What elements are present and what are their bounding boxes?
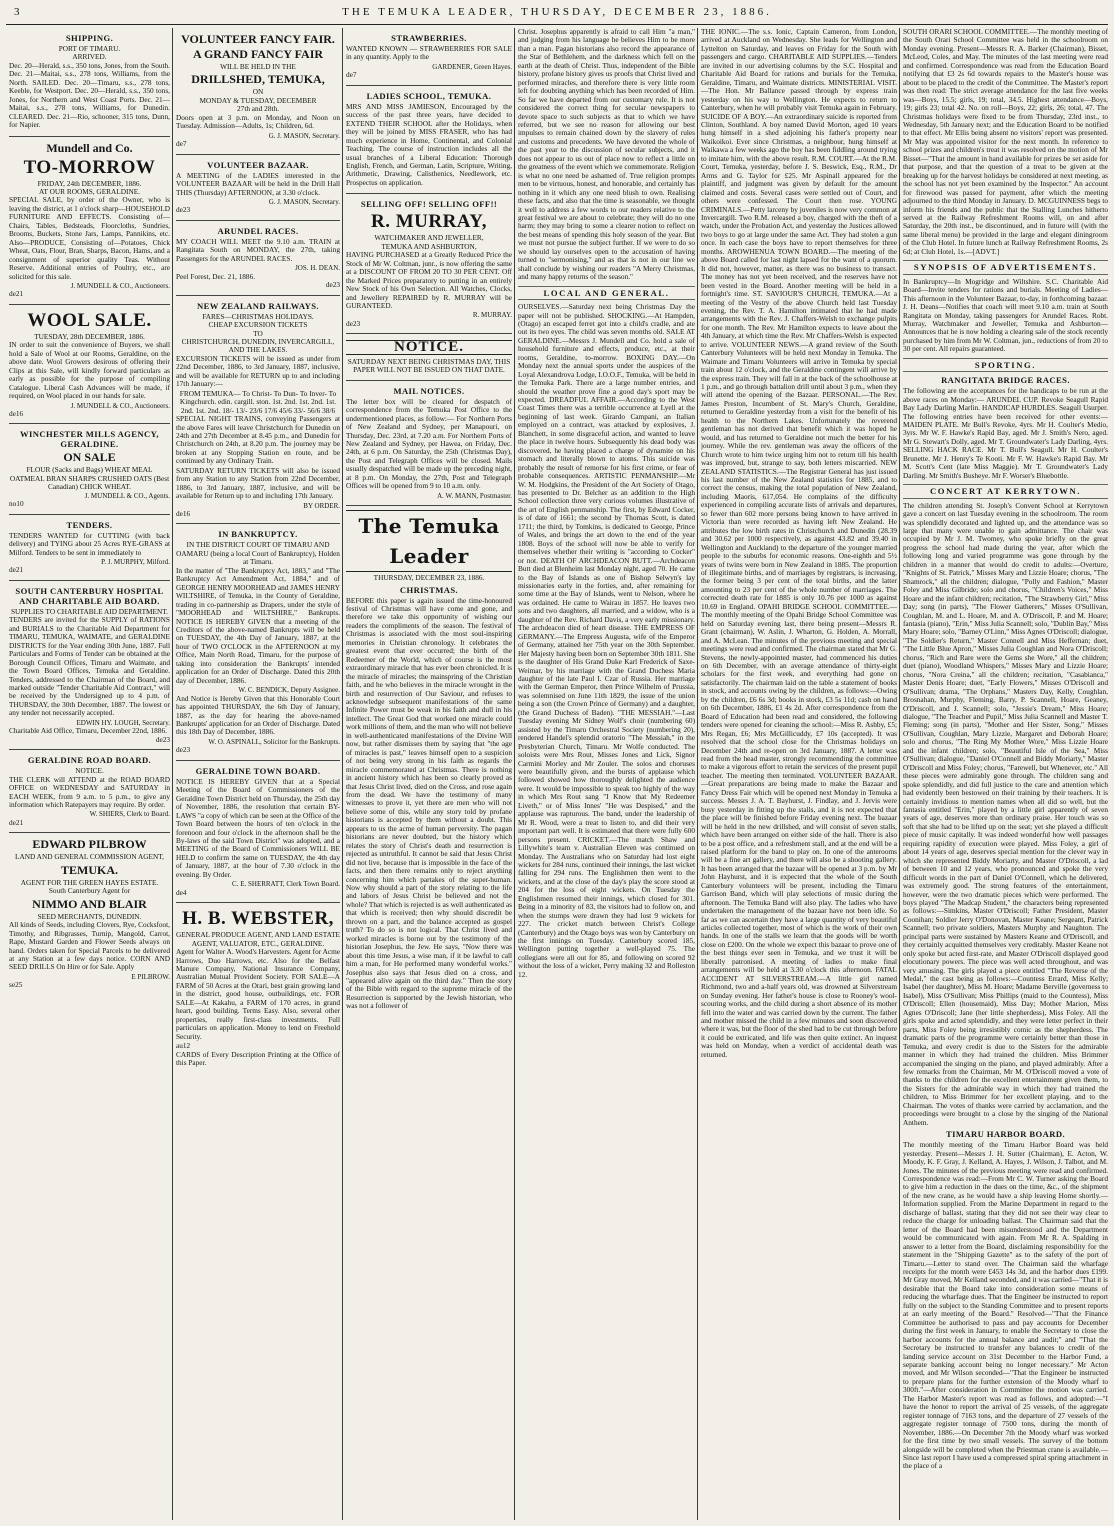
bank-title: IN BANKRUPTCY.: [218, 529, 298, 540]
murray-code: de23: [346, 318, 361, 328]
masthead: The Temuka Leader: [346, 510, 512, 572]
running-head: THE TEMUKA LEADER, THURSDAY, DECEMBER 23, 1886.: [342, 6, 772, 18]
tenders-title: TENDERS.: [66, 519, 113, 530]
races-title: RANGITATA BRIDGE RACES.: [941, 375, 1070, 386]
rail-sub-1: FARES—CHRISTMAS HOLIDAYS.: [202, 311, 314, 321]
synopsis-title: SYNOPSIS OF ADVERTISEMENTS.: [903, 260, 1108, 274]
road-board-ad: [9, 750, 170, 833]
column-rule: [899, 28, 900, 1520]
webster-body: Agent for Walter A. Wood's Harvesters. Agent for Acme Harrows, Duo Harrows, etc. Also for the Belfast Manure Company, National Insurance Company, Australian Mutual Provident Society. FOR SALE—A FARM of 50 Acres at the Orari, best grain growing land in the district, good house, outbuildings, etc. FOR SALE—At Kakahu, a FARM of 170 acres, in grand heart, good building. Terms Easy. Also, several other properties, really first-class investments. Full particulars on application. Money to lend on Freehold Security.: [176, 947, 340, 1041]
mundell-body: SPECIAL SALE, by order of the Owner, who is leaving the district, at 1 o'clock sharp—HOUSEHOLD FURNITURE AND EFFECTS. Consisting of—Chairs, Tables, Bedsteads, Floorcloths, Sundries, Brooms, Buckets, Stone Jars, Lamps, Pannikins, etc. Also—PRODUCE, Consisting of—Potatoes, Chick Wheat, Oats, Flour, Bran, Sharps, Bacon, Hams, and a consignment of superior quality Teas. Without Reserve. Additional entries of Poultry, etc., are solicited for this sale.: [9, 195, 170, 281]
synopsis-body: In Bankruptcy—In Mogridge and Wiltshire. S.C. Charitable Aid Board—Invite tenders for rations and burials. Meeting of Ladies—This afternoon in the Volunteer Bazaar, to-day, in forthcoming bazaar. J. H. Deans—Notifies that coach will meet 9.10 a.m. train at South Rangitata on Monday, taking passengers for Arundel Races. Robt. Murray, Watchmaker and Jeweller, Temuka and Ashburton—Announces that he is now holding a clearing sale of the stock recently purchased by him from Mr W. Coltman, jun., reductions of from 20 to 30 per cent. All repairs guaranteed.: [903, 276, 1108, 354]
masthead-date: THURSDAY, DECEMBER 23, 1886.: [373, 573, 485, 583]
mail-title: MAIL NOTICES.: [393, 385, 465, 396]
murray-body: HAVING PURCHASED at a Greatly Reduced Price the Stock of Mr W. Coltman, junr., is now offering the same at a DISCOUNT OF FROM 20 TO 30 PER CENT. Off the Marked Prices preparatory to putting in an entirely New Stock of his Own Selection. All Watches, Clocks, and Jewellery REPAIRED by R. MURRAY will be GURANTEED.: [346, 250, 512, 310]
town-title: GERALDINE TOWN BOARD.: [195, 765, 321, 776]
road-signature: W. SHIERS, Clerk to Board.: [89, 810, 170, 819]
webster-ad: [176, 903, 340, 1073]
column-5: [701, 28, 897, 1520]
murray-signature: R. MURRAY.: [472, 311, 512, 320]
rail-saturday: SATURDAY RETURN TICKETS will also be issued from any Station to any Station from 22nd December, 1886, to 3rd January, 1887, inclusive, and will be available for Return up to and including 17th January.: [176, 465, 340, 501]
murray-name: R. MURRAY,: [370, 211, 488, 233]
shipping-ad: [9, 28, 170, 137]
town-code: de4: [176, 887, 187, 897]
mundell-place: AT OUR ROOMS, GERALDINE.: [38, 186, 140, 196]
hospital-ad: [9, 581, 170, 750]
rail-code: de16: [176, 509, 191, 519]
mills-items: FLOUR (Sacks and Bags) WHEAT MEAL OATMEAL BRAN SHARPS CRUSHED OATS (Best Canadian) CHICK WHEAT.: [9, 465, 170, 492]
straw-body: WANTED KNOWN — STRAWBERRIES FOR SALE in any quantity. Apply to the: [346, 44, 512, 62]
arundel-ad: [176, 221, 340, 296]
pilbrow-sub: South Canterbury Agent for: [48, 886, 131, 896]
wool-body: IN order to suit the convenience of Buyers, we shall hold a Sale of Wool at our Rooms, Geraldine, on the above date. Wool Growers desirous of offering their Clips at this Sale, will kindly forward particulars as early as possible for the purpose of compiling Catalogue. Liberal Cash Advances will be made, if required, on Wool placed in our hands for sale.: [9, 340, 170, 401]
hospital-code: de23: [155, 734, 170, 744]
rail-sub-4: CHRISTCHURCH, DUNEDIN, INVERCARGILL, AND THE LAKES.: [181, 336, 335, 355]
column-rule: [697, 28, 698, 1520]
mills-code: no10: [9, 499, 24, 509]
fair-code: de7: [176, 139, 187, 149]
strawberries-ad: [346, 28, 512, 86]
harbour-title: TIMARU HARBOR BOARD.: [945, 1129, 1065, 1140]
shipping-title: SHIPPING.: [65, 33, 114, 43]
page-header: [6, 3, 1108, 25]
tenders-ad: [9, 515, 170, 581]
selling-off: SELLING OFF! SELLING OFF!!: [360, 199, 498, 210]
arundel-title: ARUNDEL RACES.: [217, 225, 299, 236]
rail-night-trains: SPECIAL NIGHT TRAINS, conveying Passengers at the above Fares will leave Christchurch for Dunedin on 24th and 27th December at 8.45 p.m., and Dunedin for Christchurch on 24th, at 8.20 p.m. The journey may be broken at any Stopping Station en route, and be continued by any Ordinary Train.: [176, 414, 340, 466]
town-board-ad: [176, 761, 340, 903]
fair-line-3: ON: [252, 87, 264, 97]
road-title: GERALDINE ROAD BOARD.: [27, 755, 152, 766]
leader-continued: Christ. Josephus apparently is afraid to call Him "a man," and judging from his language he believes Him to be more than a man. Pagan historians also record the appearance of the Star of Bethlehem, and the darkness which fell on the earth at the death of Christ. Thus, independent of the Bible history, profane history gives us proofs that Christ lived and performed miracles, and therefore there is very little room left for doubting anything which has been recorded of Him. So far we have departed from our customary rule. It is not considered the correct thing for secular newspapers to devote space to such subjects as that to which we have referred, but we see no reason for allowing our best impulses to remain chained down by the slavery of rules and customs and precedents. We have devoted the whole of the past year to the discussion of secular subjects, and it does not appear to us out of place now to reflect a little on the greatness of the event which we commemorate. Religion is what no one need be ashamed of. True religion prompts men to be virtuous, honest, and honorable, and certainly has nothing in it which any one need blush to own. Realising these facts, and also that the time is seasonable, we thought it well to address a few words to our readers relative to the great festival we are about to celebrate; they will do no one harm; they may bring to some a clearer notion to reflect on the best means of spending this holy season of the year. But we must not pursue the subject further. If we were to do so we should lay ourselves open to the accusation of having turned to "sermonising," and as that is not in our line we shall conclude by wishing our readers "A Merry Christmas, and many happy returns of the season.": [518, 28, 695, 282]
road-subtitle: NOTICE.: [75, 766, 104, 776]
pilbrow-ad: [9, 833, 170, 994]
notice-body: SATURDAY NEXT BEING CHRISTMAS DAY, THIS PAPER WILL NOT BE ISSUED ON THAT DATE.: [347, 356, 511, 375]
arundel-place: Peel Forest, Dec. 21, 1886.: [176, 271, 256, 281]
pilbrow-name: EDWARD PILBROW: [32, 837, 147, 852]
hospital-title: SOUTH CANTERBURY HOSPITAL AND CHARITABLE AID BOARD.: [15, 585, 164, 606]
bazaar-ad: [176, 155, 340, 221]
shipping-port: PORT OF TIMARU.: [58, 44, 121, 53]
rail-sub-3: TO: [253, 328, 263, 338]
bank-court: IN THE DISTRICT COURT OF TIMARU AND OAMARU (being a local Court of Bankruptcy), Holden at Timaru.: [176, 540, 340, 567]
murray-trade: WATCHMAKER AND JEWELLER,: [374, 233, 484, 243]
local-general-items: OURSELVES.—Saturday next being Christmas Day the paper will not be published. SHOCKING.—At Hampden, (Otago) an escaped ferret got into a child's cradle, and ate out its two eyes. The child was seven months old. SALE AT GERALDINE.—Messrs J. Mundell and Co. hold a sale of household furniture and effects, produce, etc., at their rooms, Geraldine, to-morrow. BOXING DAY.—On Monday next the annual sports under the auspices of the Loyal Alexandrova Lodge, I.O.O.F., Temuka, will be held in the Temuka Park. There are a large number entries, and should the weather prove fine a good day's sport may be expected. DREADFUL AFFAIR.—According to the West Coast Times there was a terrible occurrence at Lyell at the beginning of last week. Girardo Campani, an Italian employed on a contract, was attacked by explosives, J. Blanchett, in some disgraceful action, and wanted to leave the place in twelve hours. Subsequently his dead body was discovered, he having placed a charge of dynamite on his stomach and literally blown to atoms. This suicide was probably the result of remorse for his first crime, or fear of probable consequences. ARTISTIC PENMANSHIP.—Mr W. M. Hodgkins, the President of the Art Society of Otago, has presented to Dr. Belcher as an addition to the High School collection three very curious volumes illustrative of the art of English penmanship. The first, by Edward Cocker, is of date of 1661; the second by Thomas Scott, is dated 1711; the third, by Tomkins, is dedicated to George, Prince of Wales, and brings the art down to the end of the year 1808. Boys of the school will now be able to verify for themselves whether their writing is "according to Cocker" or not. DEATH OF ARCHDEACON BUTT.—Archdeacon Butt died at Blenheim last Monday night, aged 70. He came to the Bay of Islands as one of Bishop Selwyn's lay missionaries early in the forties, and, after remaining for some time at the Bay of Islands, went to Nelson, where he was ordained. He came to Wairau in 1857. He leaves two sons and two daughters, all married, and a widow, who is a daughter of the Rev. Richard Davis, a very early missionary. The archdeacon died of heart disease. THE EMPRESS OF GERMANY.—The Empress Augusta, wife of the Emperor of Germany, attained her 75th year on the 30th September. Her Majesty having been born on September 30th 1811. She is the daughter of His Grand Duke Karl Frederick of Saxe-Weimar, by his marriage with the Grand Duchess Maria daughter of the late Paul I. Czar of Russia. Her marriage with the German Emperor, then Prince Wilhelm of Prussia, was solemnised on June 11th 1829, the issue of the union being a son (the Crown Prince of Germany) and a daughter, (the Grand Duchess of Baden). "THE MESSIAH."—Last Tuesday evening Mr Sidney Wolf's choir (numbering 60) assisted by the Timaru Orchestral Society (numbering 20), rendered Handel's splendid oratorio "The Messiah," in the Presbyterian Church, Timaru. Mr Wolfe conducted. The soloists were Mrs Rout, Misses Jones and Lick, Signor Carmini Morley and Mr Zouler. The solos and choruses were beautifully given, and the bursts of applause which followed showed how thoroughly delighted the audience were. It would be impossible to speak too highly of the way in which Mrs Rout sang "I Know that My Redeemer Liveth," or of Miss Innes' "He was Despised," and the applause was rapturous. The band, under the leadership of Mr R. Wood, were a treat to listen to, and did their very important part well. It is estimated that there were fully 600 persons present. CRICKET.—The match Shaw and Lillywhite's team v. Australian Eleven was continued on Monday. The Australians who on Saturday had lost eight wickets for 284 runs, continued their innings, the last wicket falling for 294 runs. The Englishmen then went to the wickets, and at the close of the day's play the score stood at 204 for the loss of eight wickets. On Tuesday the Englishmen resumed their innings, which closed for 301. Being in a minority of 83, the visitors had to follow on, and when the stumps were drawn they had lost 9 wickets for 227. The cricket match between Christ's College (Canterbury) and the Otago boys was won by Canterbury on the first innings on Tuesday. Canterbury scored 185, Wellington putting together a well-played 75. The collegians were all out for 85, and following on scored 92 without the loss of a wicket, Perry making 32 and Rolleston 12.: [518, 302, 695, 979]
tenders-body: TENDERS WANTED for CUTTING (with back delivery) and TYING about 25 Acres RYE-GRASS at Milford. Tenders to be sent in immediately to: [9, 530, 170, 557]
pilbrow-town: TEMUKA.: [61, 862, 118, 877]
fair-headline: A GRAND FANCY FAIR: [192, 47, 324, 61]
straw-code: de7: [346, 70, 357, 80]
rail-body: EXCURSION TICKETS will be issued as under from 22nd December, 1886, to 3rd January, 1887, inclusive, and will be available for RETURN up to and including 17th January:—: [176, 353, 340, 389]
hospital-signature: EDWIN HY. LOUGH, Secretary.: [76, 718, 170, 727]
harbour-body: The monthly meeting of the Timaru Harbor Board was held yesterday. Present—Messrs J. H. Sutter (Chairman), E. Acton, W. Moody, K. F. Gray, J. Kelland, A. Hayes, J. Wilson, J. Talbot, and M. Jones. The minutes of the previous meeting were read and confirmed. Correspondence was read:—From Mr C. W. Turner asking the Board to give him a reduction in the dues on the time, &c., of the shipment of the new crane, as he would have a ship leaving Home shortly.—Information supplied. From the Marine Department in regard to the discharge of ballast, stating that they did not see their way clear to reduce the charge for unloading ballast. The Chairman said that the letter of the Board had been misunderstood and the Department would be communicated with again. From Mr R. A. Spalding in answer to a letter from the Board, disclaiming responsibility for the statement in the "Shipping Gazette" as to the safety of the port of Timaru.—Letter to stand over. The Chairman said the wharfage receipts for the month were £453 14s 3d, and the harbor dues £199. Mr Gray moved, Mr Kelland seconded, and it was carried—"That it is desirable that the Board take into consideration some means of reducing the wharfage dues. That the Engineer be instructed to report fully on the subject to the Standing Committee and to present reports at an early meeting of the Board." Resolved—"That the Finance Committee be authorised to pass and pay accounts for December during the first week in January, to enable the Secretary to close the harbor accounts for the annual balance and audit;" and "That the Secretary be instructed to transfer any balances to credit of the landing service account on 31st December to the Harbor Fund, a separate banking account being no longer necessary." Mr Acton moved, and Mr Wilson seconded—"That the Engineer be instructed to prepare plans for the further extension of the Moody wharf to 300ft."—After consideration in Committee the motion was carried. The Harbor Master's report was read as follows, and adopted:—"I have the honor to report the arrival of 25 vessels, of the aggregate register tonnage of 7163 tons, and the departure of 27 vessels of the aggregate register tonnage of 7500 tons, during the month of November, 1886.—On December 7th the Moody wharf was worked for the first time by two small vessels. The survey of the bottom alongside will be completed when the Priestman crane is available.—Since last report I have used a compressed spiral spring attachment in the place of a: [903, 1140, 1108, 1471]
fancy-fair-ad: [176, 28, 340, 155]
straw-signature: GARDENER, Green Hayes.: [432, 62, 512, 71]
wool-date: TUESDAY, 28th DECEMBER, 1886.: [34, 331, 145, 341]
local-general-items-3: SOUTH ORARI SCHOOL COMMITTEE.—The monthly meeting of the South Orari School Committee was held in the schoolroom on Monday evening. Present—Messrs R. A. Barker (Chairman), Bisset, McLeod, Coles, and May. The minutes of the last meeting were read and confirmed. Correspondence was read from the Education Board notifying that £3 2s 6d towards repairs to the Master's house was about to be placed to the credit of the Committee. The Master's report was then read: The strict average attendance for the last five weeks was—Boys, 15.5; girls, 19; total, 34.5. Highest attendance—Boys, 19; girls 23; total 42. No. on roll—Boys, 22; girls, 26; total, 47. The Christmas holidays were fixed to be from Thursday, 23rd inst., to Wednesday, 5th January next; and the Education Board to be notified to that effect. Mr Ellis being absent no visitors' report was presented. Mr May was appointed visitor for the next month. In reference to school prizes and children's treat it was resolved on the motion of Mr Bisset—"That the amount in hand available for prizes be set aside for that purpose, and that the question of a treat to be given at the breaking up for the harvest holidays be considered at next meeting, as the school has not yet been examined by the Inspector." An account for firewood was passed for payment, after which the meeting adjourned to the third Monday in January. D. MCGUINNESS begs to inform his friends and the public that the Stalling Lunches hitherto served at the Railway Refreshment Rooms will, on and after Saturday, the 20th inst., be discontinued, and in future will (with the same liberal menu) be provided in the large and elegant diningroom of the Club Hotel. In future lunch at Railway Refreshment Rooms, 2s 6d; at Club Hotel, 1s.—[ADVT.]: [903, 28, 1108, 256]
bank-signature: W. C. BENDICK, Deputy Assignee.: [238, 686, 340, 695]
mundell-headline: TO-MORROW: [23, 156, 156, 178]
arundel-body: MY COACH WILL MEET the 9.10 a.m. TRAIN at Rangitata South on MONDAY, the 27th, taking Passengers for the ARUNDEL RACES.: [176, 236, 340, 263]
mail-notices: [346, 381, 512, 506]
notice-ad: [346, 334, 512, 380]
mail-signature: A. W. MANN, Postmaster.: [437, 491, 512, 500]
tenders-signature: P. J. MURPHY, Milford.: [101, 558, 170, 567]
mills-ad: [9, 424, 170, 514]
wool-headline: WOOL SALE.: [27, 309, 152, 331]
college-body: MRS AND MISS JAMIESON, Encouraged by the success of the past three years, have decided to EXTEND THEIR SCHOOL after the Holidays, when they will be joined by MISS FRASER, who has had much experience in Home, Continental, and Colonial Teaching. The course of instruction includes all the usual branches of a Liberal Education: Thorough English, French, and German, Latin, Scripture, Writing, Arithmetic, Drawing, Calisthenics, Needlework, etc. Prospectus on application.: [346, 101, 512, 187]
rail-signature: BY ORDER.: [303, 501, 340, 510]
hospital-subtitle: SUPPLIES TO CHARITABLE AID DEPARTMENT.: [10, 606, 169, 616]
hospital-body: TENDERS are invited for the SUPPLY of RATIONS and BURIALS to the Charitable Aid Department for TIMARU, TEMUKA, WAIMATE, and GERALDINE DISTRICTS for the Year ending 30th June, 1887. Full Particulars and Forms of Tender can be obtained at the Borough Council Offices, Timaru and Waimate, and the Town Board Offices, Temuka and Geraldine. Tenders, addressed to the Chairman of the Board, and marked outside "Tender Charitable Aid Contract," will be received by the Undersigned up to 4 p.m. of THURSDAY, the 30th December, 1887. The lowest or any tender not necessarily accepted.: [9, 615, 170, 718]
shipping-body: Dec. 20—Herald, s.s., 350 tons, Jones, from the South. Dec. 21—Maitai, s.s., 278 tons, Williams, from the North. SAILED. Dec. 20—Timaru, s.s., 278 tons, Keeble, for Westport. Dec. 20—Herald, s.s., 350 tons, Jones, for Northern and West Coast Ports. Dec. 21—Maitai, s.s., 278 tons, Williams, for Dunedin. CLEARED. Dec. 21—Rio, schooner, 315 tons, Dunn, for Napier.: [9, 60, 170, 130]
road-code: de21: [9, 817, 24, 827]
bankruptcy-ad: [176, 524, 340, 760]
fair-line-4: MONDAY & TUESDAY, DECEMBER: [199, 95, 317, 105]
rail-sub-2: CHEAP EXCURSION TICKETS: [208, 320, 308, 330]
column-rule: [514, 28, 515, 1520]
bank-signature-2: W. O. ASPINALL, Solicitor for the Bankrupts.: [208, 737, 340, 746]
pilbrow-firm: NIMMO AND BLAIR: [32, 896, 147, 911]
wool-code: de16: [9, 408, 24, 418]
murray-town: TEMUKA AND ASHBURTON,: [381, 241, 477, 251]
mundell-code: de21: [9, 289, 24, 299]
bazaar-signature: G. J. MASON, Secretary.: [268, 197, 340, 206]
column-4: [518, 28, 695, 1520]
bank-body-2: And Notice is Hereby Given that this Honorable Court has appointed THURSDAY, the 6th Day of January, 1887, as the day for hearing the above-named Bankrupts' application for an Order of Discharge. Dated this 18th Day of December, 1886.: [176, 693, 340, 737]
races-body: The following are the acceptances for the handicaps to be run at the above races on Monday:— ARUNDEL CUP. Revoke Seagull Rapid Bay Lady Darling Marlin. HANDICAP HURDLES. Seagull Usurper. The following entries have been received for other events:— MAIDEN PLATE. Mr Bull's Revoke, 4yrs. Mr H. Coulter's Medio, 3yrs. Mr W. F. Hawke's Rapid Bay, aged. Mr J. Smith's Nero, aged. Mr G. Stewart's Dolly, aged. Mr T. Groundwater's Lady Darling, 4yrs. SELLING HACK RACE. Mr T. Bull's Seagull. Mr H. Coulter's Brunette. Mr J. Henry's Te Kooti. Mr F. W. Hawke's Rapid Bay. Mr M. Scott's Cent (late Miss Maggie). Mr T. Groundwater's Lady Darling. Mr Smith's Busheye. Mr F. Worser's Bluebottle.: [903, 386, 1108, 480]
bazaar-code: de23: [176, 205, 191, 215]
bank-body: In the matter of "The Bankruptcy Act, 1883," and "The Bankruptcy Act Amendment Act, 1884," and of GEORGE HENRY MOORHEAD and JAMES HENRY WILTSHIRE, of Temuka, in the County of Geraldine, trading in co-partnership as Drapers, under the style of "MOORHEAD and WILTSHIRE," Bankrupts. NOTICE IS HEREBY GIVEN that a meeting of the Creditors of the above-named Bankrupts will be held on TUESDAY, the 4th Day of January, 1887, at the hour of TWO O'CLOCK in the AFTERNOON at my Office, Main North Road, Timaru, for the purpose of taking into consideration the Bankrupts' intended application for an Order of Discharge. Dated this 20th day of December, 1886.: [176, 565, 340, 685]
ladies-school-ad: [346, 86, 512, 195]
bazaar-title: VOLUNTEER BAZAAR.: [207, 159, 309, 170]
webster-code: au12: [176, 1041, 191, 1051]
pilbrow-signature: E PILBROW.: [131, 972, 170, 981]
column-2: [176, 28, 340, 1520]
concert-title: CONCERT AT KERRYTOWN.: [903, 484, 1108, 498]
column-rule: [342, 28, 343, 1520]
wool-sale-ad: [9, 305, 170, 425]
pilbrow-code: se25: [9, 980, 23, 990]
column-rule: [172, 28, 173, 1520]
fair-body: Doors open at 3 p.m. on Monday, and Noon on Tuesday. Admission—Adults, 1s; Children, 6d.: [176, 112, 340, 131]
sporting-title: SPORTING.: [903, 358, 1108, 372]
bank-code: de23: [176, 745, 191, 755]
mills-on-sale: ON SALE: [63, 450, 116, 465]
pilbrow-body: All kinds of Seeds, including Clovers, Rye, Cocksfoot, Timothy, and Ribgrasses, Turnip, Mangold, Carrot, Rape, Mustard Garden and Flower Seeds always on hand. Orders taken for Special Parcels to be delivered at any Station at a few days notice. CORN AND SEED DRILLS On Hire or for Sale. Apply: [9, 920, 170, 972]
column-1: [9, 28, 170, 1520]
town-signature: C. E. SHERRATT, Clerk Town Board.: [232, 880, 340, 889]
leader-article: BEFORE this paper is again issued the time-honoured festival of Christmas will have come and gone, and therefore we take this opportunity of wishing our readers the compliments of the season. The festival of Christmas is associated with the most soul-inspiring memories in Christian chronology. It celebrates the greatest event that ever occurred; the birth of the Redeemer of the World, which of course is the most extraordinary miracle that has ever been chronicled. It is the miracle of miracles; the mainspring of the Christian faith, and he who believes in the miracle wrought in the birth and resurrection of Our Saviour, and refuses to acknowledge subsequent manifestations of the same Infinite Power must be weak in his faith and dull in his intellect. The Great God that worked one miracle could work millions of them, and the man who will not believe in well-authenticated manifestations of the Divine Will now, but rather dismisses them by saying that "the age of miracles is past," leaves himself open to a suspicion of not being very strong in his faith as regards the miracle commemorated at Christmas. There is nothing in ancient history which has been so clearly proved as that Jesus Christ lived, died on the Cross, and rose again from the dead. We have the testimony of many witnesses to prove it, yet there are men who will not believe some of this, while any story told by profane historians is accepted by them without a doubt. This appears to us the acme of human perversity. The pagan historians are never doubted, but the history which relates the story of Christ's death and resurrection is rejected as untruthful. It cannot be said that Jesus Christ did not live, because that is impossible in the face of the facts, and then there remains only to reject anything concerning him which partakes of the super-human. Now why should a part of the story relating to the life and labors of Jesus Christ be believed and not the whole? That which is rejected is as well authenticated as that which is received; then why should discredit be thrown on a part, and the balance accepted as gospel truth? To do so is not logical. That Christ lived and worked miracles is borne out by the testimony of the historian Josephus, the Jew. He says, "Now there was about this time Jesus, a wise man, if it be lawful to call him a man, for He performed many wonderful works." Josephus also says that Jesus died on a cross, and "appeared alive again on the third day." Then the story of the Bible with regard to the supreme miracle of the Resurrection is supported by the Jewish historian, who was not a follower of: [346, 595, 512, 1011]
mundell-sale-ad: [9, 137, 170, 305]
mundell-date: FRIDAY, 24th DECEMBER, 1886.: [37, 178, 142, 188]
mail-body: The letter box will be cleared for despatch of correspondence from the Temuka Post Office to the undermentioned places, as follow:— For Northern Ports of New Zealand and Sydney, per Manapouri, on Thursday, Dec. 23rd, at 7.20 a.m. For Northern Ports of New Zealand and Sydney, per Hawea, on Friday, Dec. 24th, at 6 p.m. On Saturday, the 25th (Christmas Day), the Post and Telegraph Offices will be closed. Mails usually despatched will be made up the preceding night, at 8 p.m. On Monday, the 27th, Post and Telegraph Offices will be opened from 9 to 10 a.m. only.: [346, 396, 512, 491]
page-number: 3: [14, 6, 20, 18]
local-general-items-2: THE IONIC.—The s.s. Ionic, Captain Cameron, from London, arrived at Auckland on Wednesday. She leads for Wellington and Lyttelton on Saturday, and leaves on Friday for the South with passengers and cargo. CHARITABLE AID SUPPLIES.—Tenders are invited in our advertising columns by the S.C. Hospital and Charitable Aid Board for rations and burials for the Temuka, Geraldine, Timaru, and Waimate districts. MINISTERIAL VISIT.—The Hon. Mr Ballance passed through by express train yesterday on his way to Wellington. He expects to return to Canterbury, when he will probably visit Temuka again in February. SUICIDE OF A BOY.—An extraordinary suicide is reported from Clinton, Southland. A boy named David Morton, aged 10 years hung himself in a shed adjoining his father's property near Waikoikoi. Ever since Christmas, a neighbour, hung himself at Waikawa a few weeks ago the boy has been fiddling around trying to imitate him, with the above result. R.M. COURT.—At the R.M. Court, Temuka, yesterday, before J. S. Beswick, Esq., R.M., Dr Arms and G. Taylor for £25. Mr Aspinall appeared for the plaintiff, and judgment was given by default for the amount claimed and costs. Several cases were settled out of Court, and others were confessed. The Court then rose. YOUNG CRIMINALS.—Petty larceny by juveniles is now very common at Invercargill. Two R.M. released a boy, charged with the theft of a watch, under the Probation Act, and yesterday the Justices allowed two boys to go at large under the same Act. They had stolen a gun once. In each case the boys have to report themselves for three months. AROWHENUA TOWN BOARD.—The meeting of the above Board called for last night lapsed for the want of a quorum. It did not, however, matter, as there was no business to transact. The money has not yet been received, and the reserves have not been vested in the Board. Another meeting will be held in a fortnight's time. ST. SAVIOUR'S CHURCH, TEMUKA.—At a meeting of the Vestry of the above Church held last Tuesday evening, the Rev. T. A. Hamilton intimated that he had made arrangements with the Rev. J. Chaffers-Welsh to exchange pulpits for one month. The Rev. Mr Hamilton expects to leave about the 4th January, at which time the Rev. Mr Chaffers-Welsh is expected to arrive. VOLUNTEER NEWS.—A grand review of the South Canterbury Volunteers will be held next Monday in Temuka. The Waimate and Timaru Volunteers will arrive in Temuka by special train about 12 o'clock, and the Geraldine contingent will arrive by the express train. They will fall in at the back of the schoolhouse at 1 p.m., and go through battalion drill until about 3 p.m., when they will attend the opening of the Bazaar. PERSONAL.—The Rev. James Preston, Incumbent of St. Mary's Church, Geraldine, returned to Geraldine yesterday from a visit for the benefit of his health to the Northern Lakes. Unfortunately the reverend gentleman has not derived that benefit which it was hoped he would, and has returned to Geraldine not much the better for his journey. While the rev. gentleman was away the officers of the Church wrote to him twice urging him not to return till his health was improved, but, strange to say, both letters miscarried. NEW ZEALAND STATISTICS.—The Registrar General has just issued his last number of the New Zealand statistics for 1885, and to correct the census, making the total population of New Zealand, including Maoris, 617,054. He complains of the difficulty experienced in compiling accurate lists of arrivals and departures, so fewer than 602 more persons being known to have arrived in Victoria than were recorded as having left New Zealand. He attributes the low birth rates in Christchurch and Dunedin (28.39 and 30.62 per 1000 respectively, as against 43.82 and 39.40 in Wellington and Auckland) to the departure of the younger married people to the suburbs for economic reasons. One-eighth and 5½ years of twins were born in New Zealand in 1885. The proportion of illegitimate births, and of marriages by registrars, is increasing, the former being 3 per cent of the total births, and the latter amounting to 23 per cent of the whole number of marriages. The corrected death rate for 1885 is only 10.76 per 1000 as against 10.69 in England. OPAHI BRIDGE SCHOOL COMMITTEE.—The monthly meeting of the Opahi Bridge School Committee was held on Saturday evening last, there being present—Messrs R. Grant (chairman), W. Aslin, J. Wharton, G. Holden, A. Morrall, and A. McLean. The minutes of the previous meeting and special meetings were read and confirmed. The chairman stated that Mr G. Stevens, the newly-appointed master, had commenced his duties on 6th December, with an average attendance of thirty-eight scholars for the first week, and everything had gone on satisfactorily. The chairman laid on the table a statement of books in stock, and accounts owing by the children, as follows:—Owing by the children, £6 6s 3d; books in stock, £3 5s 11d; cash on hand on 6th December, 1886, £1 4s 2d. After correspondence from the Board of Education had been read and considered, the following tenders were opened for cleaning the school:—Miss R. Ashby, £5; Mrs Regan, £6; Mrs McGillicuddy, £7 10s (accepted). It was resolved that the school close for the Christmas holidays on December 24th and re-open on 3rd January, 1887. A letter was read from the head master, strongly recommending the committee to make a vigorous effort to retain the services of the present pupil teacher. The meeting then terminated. VOLUNTEER BAZAAR.—Great preparations are being made to make the Bazaar and Fancy Dress Fair which will be opened next Monday in Temuka a success. Messrs J. A. T. Bayhurst, J. Findlay, and J. Jervis were busy yesterday in fitting up the stalls, and it is not expected that the place will be finished before Friday evening next. The bazaar will be held in the new drillshed, and will consist of seven stalls, which have been arranged on either side of the hall. There is also to be a post office, and a refreshment stall, and at the end will be a raised platform for the band to play on. In one of the anterooms will be a fine art gallery, and there will also be a shooting gallery. It has been arranged that the bazaar will be opened at 3 p.m. by Mr John Hayhurst, and it is expected that the whole of the South Canterbury volunteers will be present, including the Timaru Garrison Band, which will play selections of music during the afternoon. The Temuka Band will also play. The ladies who have undertaken the management of the bazaar have not been idle. So far as we can ascertain they have a large quantity of very beautiful articles collected together, most of which is the work of their own hands. In one of the stalls we learn that the goods will be worth close on £200. On the whole we expect this bazaar to prove one of the best things ever seen in Temuka, and we trust it will be liberally patronised. A meeting of ladies to make final arrangements will be held at 3.30 o'clock this afternoon. FATAL ACCIDENT AT SILVERSTREAM.—A little girl named Richmond, two and a-half years old, was drowned at Silverstream on Sunday evening. Her father's house is close to Rooney's wool-scouring works, and the child during a short absence of its mother fell into the water and was carried down by the current. The father and mother missed the child in a few minutes and soon discovered where it was, but the floor of the shed had to be cut through before it could be extricated, and life was then quite extinct. An inquest was held on Monday, when a verdict of accidental death was returned.: [701, 28, 897, 1059]
murray-ad: [346, 194, 512, 334]
concert-body: The children attending St. Joseph's Convent School at Kerrytown gave a concert on last Tuesday evening in the schoolroom. The room was splendidly decorated and lighted up, and the attendance was so large that many were unable to gain admittance. The chair was occupied by Mr J. M. Twomey, who spoke briefly on the great progress the school had made during the year, after which the following long and varied programme was gone through by the children in a manner that would do credit to adults:—Overture, "Knights of St. Patrick," Misses Mary and Lizzie Hoare; chorus, "The Shamrock," all the children; dialogue, "Polly and Fashion," Master Foley and Miss Gilbride; solo and chorus, "Children's Voices," Miss Hoare and the infant children; recitation, "The Strawberry Girl," Miss Day; song (in parts), "The Flower Gatherers," Misses O'Sullivan, Coughlan, M. and L. Hoare, M. and A. O'Driscoll, P. and M. Hoare; fantasia (piano), "Erin," Miss Julia Scannell; solo, "Dublin Bay," Miss Mary Hoare; solo, "Barney O'Linn," Miss Agnes O'Driscoll; dialogue, "The Soldier's Return," Master Connell and Miss Heffernan; duet, "The Little Blue Apron," Misses Julia Coughlan and Nora O'Driscoll; chorus, "Rich and Rare were the Gems she Wore," all the children; duet (piano), Woodland Whispers," Misses Mary and Lizzie Hoare; chorus, "Nora Creina," all the children; recitation, "Casabianca," Master Denis Hoare; duet, "Early Flowers," Misses O'Driscoll and O'Sullivan; drama, "The Orphans," Masters Day, Kelly, Coughlan, Brosnahan, Murphy, Fleming, Barry, P. Scannell, Hoare, Geaney, O'Driscoll, and J. Scannell; solo, "Jessie's Dream," Miss Hoare; dialogue, "The Teacher and Pupil," Miss Julia Scannell and Master T. Fleming; song (in parts), "Mother and Her Sister, Song," Misses O'Sullivan, Coughlan, Mary Lizzie, Margaret and Deborah Hoare; solo and chorus, "The Ring My Mother Wore," Miss Lizzie Hoare and the infant children; solo, "Beautiful Isle of the Sea," Miss O'Sullivan; dialogue, "Daniel O'Connell and Biddy Moriarty," Master O'Driscoll and Miss Foley; chorus, "Farewell, but Whenever, etc." All these pieces were admirably gone through. The children sang and spoke splendidly, and did full justice to the care and attention which had evidently been bestowed on their training by their teachers. It is certainly invidious to mention names when all did so well, but the fantasia entitled "Erin," played by a little girl apparently of seven years of age, deserves more than ordinary praise. Her touch was so soft that she had to be lifted up on the seat; yet she played a difficult piece of music capitally. It was indeed wonderful how well passages requiring rapidity of execution were played. Miss Foley, a girl of about 14 years of age, deserves special mention for the clever way in which she represented Biddy Moriarty, and Master O'Driscoll, a lad of between 10 and 12 years, who pronounced and spoke the very difficult words in the part of Daniel O'Connell, which he delivered, was extremely good. The strong features of the entertainment, however, were the two dramatic pieces which were performed. The boys played "The Madcap Student," the characters being represented as follows:—Simkins, Master O'Driscoll; Father President, Master Coonihan; Soldier Jerry O'Donovan, Master Keane; Sergeant, Patrick Scannell; two private soldiers, Masters Murphy and Naughton. The principal parts were sustained by Masters Keane and O'Driscoll, and they certainly acquitted themselves very creditably. Master Keane not only spoke but acted first-rate, and Master O'Driscoll displayed good elocutionary powers. The piece was well acted throughout, and was very amusing. The girls played a piece entitled "The Reverse of the Medal," the cast being as follows:—Countess Errard, Miss Kelly; Isabel (her daughter), Miss M. Hoare; Madame Berville (governess to Isabel), Miss O'Sullivan; Miss Phillips (maid to the Countess), Miss O'Driscoll; Ellen (housemaid), Miss Day; Mother Marion, Miss Agnes O'Driscoll; Jane (her little shepherdess), Miss Foley. All the girls spoke and acted splendidly, and they were letter perfect in their parts, Miss Foley being irresistibly comic as the shepherdess. The dramatic parts of the programme were certainly better than those in Temuka, and every credit is due to the Sisters for the admirable manner in which they had trained the children. Miss Brimmer accompanied the singing on the piano, and played admirably. After a few remarks from the Chairman, Mr M. O'Driscoll moved a vote of thanks to the children for the excellent entertainment given them, to the Sisters for the admirable way in which they had trained the children, to Miss Brimmer for her excellent playing, and to the Chairman. The votes of thanks were carried by acclamation, and the proceedings were brought to a close by the singing of the National Anthem.: [903, 500, 1108, 1127]
shipping-arrived-label: ARRIVED.: [72, 52, 107, 62]
town-body: NOTICE IS HEREBY GIVEN that at a Special Meeting of the Board of Commissioners of the Geraldine Town District held on Thursday, the 25th day of November, 1886, the resolution that certain BY-LAWS "a copy of which can be seen at the Office of the Town Board between the hours of ten o'clock in the forenoon and four o'clock in the afternoon shall be the By-laws of the said Town District" was adopted, and a MEETING of the Board of Commissioners WILL BE HELD to confirm the same on TUESDAY, the 4th day of January, 1887, at the hour of 7.30 o'clock in the evening. By Order.: [176, 776, 340, 879]
local-general-title: LOCAL AND GENERAL.: [518, 286, 695, 300]
notice-title: NOTICE.: [346, 340, 512, 354]
pilbrow-agent: AGENT FOR THE GREEN HAYES ESTATE.: [20, 877, 159, 887]
arundel-signature: JOS. H. DEAN.: [295, 264, 340, 273]
fair-line-5: 27th and 28th.: [237, 104, 279, 114]
fair-line-2: DRILLSHED, TEMUKA,: [191, 72, 325, 87]
webster-trade: GENERAL PRODUCE AGENT, AND LAND ESTATE AGENT, VALUATOR, ETC., GERALDINE.: [176, 930, 340, 948]
fair-line-1: WILL BE HELD IN THE: [220, 62, 296, 71]
pilbrow-firm-line: SEED MERCHANTS, DUNEDIN.: [37, 911, 142, 921]
fair-title: VOLUNTEER FANCY FAIR.: [181, 32, 335, 46]
mills-signature: J. MUNDELL & CO., Agents.: [84, 491, 170, 500]
mundell-signature: J. MUNDELL & CO., Auctioneers.: [70, 281, 170, 290]
webster-name: H. B. WEBSTER,: [182, 908, 334, 930]
column-3: [346, 28, 512, 1520]
tenders-code: de21: [9, 565, 24, 575]
railways-ad: [176, 296, 340, 525]
mundell-firm: Mundell and Co.: [46, 140, 133, 155]
wool-signature: J. MUNDELL & CO., Auctioneers.: [70, 401, 170, 410]
straw-title: STRAWBERRIES.: [391, 33, 467, 43]
leader-title: CHRISTMAS.: [399, 584, 459, 595]
column-6: [903, 28, 1108, 1520]
fair-signature: G. J. MASON, Secretary.: [268, 131, 340, 140]
webster-cards: CARDS of Every Description Printing at the Office of this Paper.: [176, 1049, 340, 1067]
arundel-code: de23: [325, 280, 340, 290]
college-title: LADIES SCHOOL, TEMUKA.: [366, 90, 492, 101]
rail-fares: FROM TEMUKA— To Christ- To Dun- To Inver- To Kingchurch. edin. cargill. ston. 1st. 2nd. 1st. 2nd. 1st. 2nd. 1st. 2nd. 18/- 13/- 23/6 17/6 45/6 33/- 56/6 38/6: [179, 388, 337, 415]
rail-title: NEW ZEALAND RAILWAYS.: [197, 300, 319, 311]
pilbrow-trade: LAND AND GENERAL COMMISSION AGENT,: [15, 852, 164, 862]
road-body: THE CLERK will ATTEND at the ROAD BOARD OFFICE on WEDNESDAY and SATURDAY in EACH WEEK, from 9 a.m. to 5 p.m., to give any information which Ratepayers may require. By order.: [9, 774, 170, 809]
hospital-place: Charitable Aid Office, Timaru, December 22nd, 1886.: [9, 726, 167, 736]
bazaar-body: A MEETING of the LADIES interested in the VOLUNTEER BAZAAR will be held in the Drill Hall THIS (Thursday) AFTERNOON, at 3.30 o'clock.: [176, 170, 340, 197]
mills-title: WINCHESTER MILLS AGENCY, GERALDINE.: [20, 429, 159, 450]
